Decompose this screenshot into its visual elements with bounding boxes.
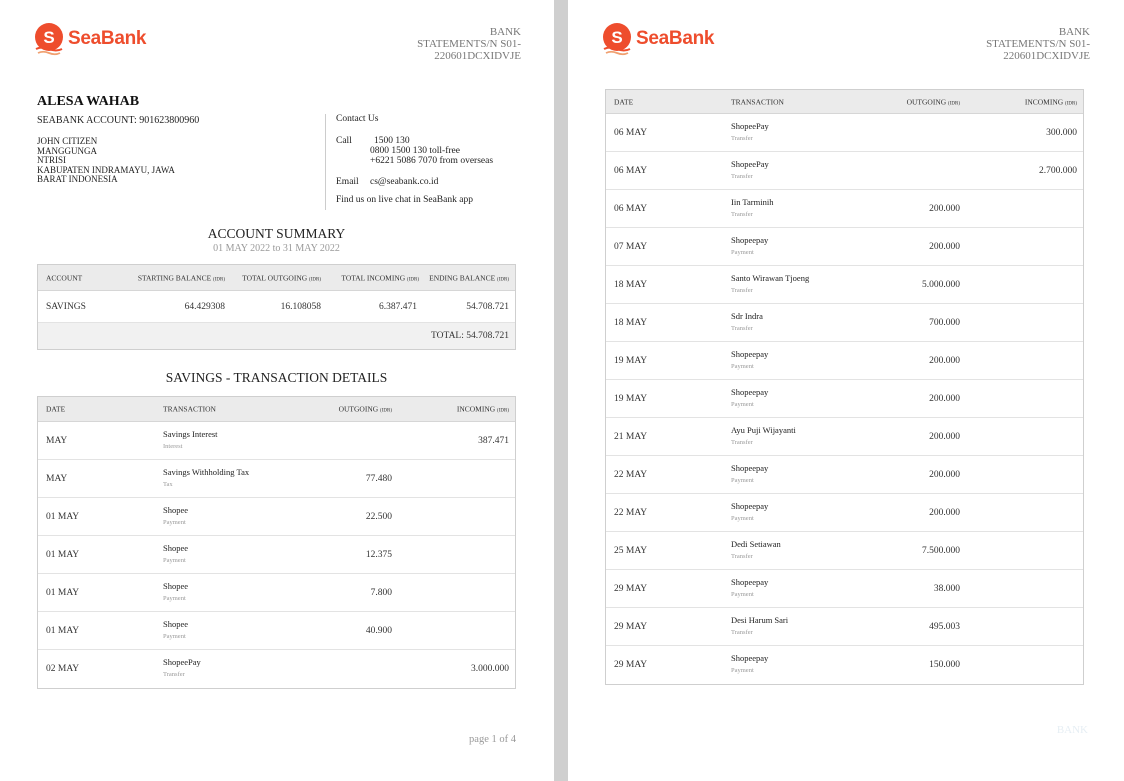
transaction-name: Shopeepay [731,577,769,587]
transaction-type: Payment [163,633,186,640]
transaction-name: Shopee [163,619,189,629]
call-numbers: 1500 130 0800 1500 130 toll-free +6221 5086 7070 from overseas [370,136,494,166]
transaction-name: Ayu Puji Wijayanti [731,425,796,435]
live-chat-text: Find us on live chat in SeaBank app [336,195,473,205]
transaction-date: 18 MAY [614,279,648,290]
transaction-row [38,498,515,536]
transaction-table-page-2 [605,89,1084,685]
transaction-row [606,152,1083,190]
transaction-type: Transfer [731,211,753,218]
page-gutter [554,0,568,781]
transaction-date: MAY [46,473,68,484]
outgoing-amount: 200.000 [929,203,960,214]
outgoing-amount: 700.000 [929,317,960,328]
transaction-row [38,574,515,612]
transaction-name: Santo Wirawan Tjoeng [731,273,810,283]
email-label: Email [336,177,359,187]
transaction-type: Payment [731,667,754,674]
transaction-type: Transfer [731,629,753,636]
transaction-row [606,418,1083,456]
account-number: SEABANK ACCOUNT: 901623800960 [37,115,200,126]
transaction-name: ShopeePay [731,159,769,169]
transaction-name: ShopeePay [163,657,201,667]
call-label: Call [336,136,352,146]
outgoing-amount: 150.000 [929,660,960,670]
seabank-logo-icon [33,22,65,56]
outgoing-amount: 200.000 [929,241,960,252]
transaction-header: DATE TRANSACTION OUTGOING (IDR) INCOMING (IDR) [38,397,515,422]
transaction-date: 01 MAY [46,625,80,636]
transaction-name: Iin Tarminih [731,197,774,207]
account-summary-table [37,264,516,350]
transaction-name: Savings Interest [163,429,218,439]
brand-name: SeaBank [636,28,715,49]
faded-page-text: BANK [1056,724,1088,736]
outgoing-amount: 200.000 [929,431,960,442]
transaction-name: Desi Harum Sari [731,615,789,625]
transaction-header: DATE TRANSACTION OUTGOING (IDR) INCOMING (IDR) [606,90,1083,114]
transaction-date: 06 MAY [614,127,648,138]
transaction-rows [38,422,515,688]
transaction-row [38,612,515,650]
outgoing-amount: 200.000 [929,507,960,518]
statement-page-2 [568,0,1124,781]
transaction-row [38,536,515,574]
transaction-row [606,532,1083,570]
transaction-row [606,190,1083,228]
transaction-type: Payment [163,557,186,564]
outgoing-amount: 12.375 [365,549,392,560]
transaction-row [606,570,1083,608]
transaction-type: Payment [731,477,754,484]
transaction-date: 01 MAY [46,511,80,522]
seabank-logo [601,22,714,56]
svg-text:S: S [611,28,623,47]
transaction-date: 22 MAY [614,507,648,518]
outgoing-amount: 77.480 [365,473,392,484]
transaction-row [606,342,1083,380]
outgoing-amount: 200.000 [929,393,960,404]
transaction-row [606,456,1083,494]
transaction-row [606,228,1083,266]
summary-row-savings: SAVINGS 64.429308 16.108058 6.387.471 54.708.721 [38,291,515,323]
transaction-date: 19 MAY [614,393,648,404]
transaction-name: Shopee [163,505,189,515]
transaction-type: Payment [731,591,754,598]
transaction-row [606,114,1083,152]
transaction-name: Sdr Indra [731,311,763,321]
transaction-name: ShopeePay [731,121,769,131]
transaction-table-page-1 [37,396,516,689]
summary-period: 01 MAY 2022 to 31 MAY 2022 [213,243,340,254]
transaction-name: Dedi Setiawan [731,539,781,549]
transaction-date: 07 MAY [614,241,648,252]
transaction-name: Shopeepay [731,501,769,511]
transaction-type: Payment [163,519,186,526]
outgoing-amount: 5.000.000 [922,279,960,290]
transaction-type: Payment [731,515,754,522]
customer-name: ALESA WAHAB [37,94,140,109]
transaction-type: Payment [731,363,754,370]
outgoing-amount: 495.003 [929,621,960,632]
transaction-type: Transfer [731,553,753,560]
transaction-type: Tax [163,481,173,488]
statement-page-1 [0,0,554,781]
transaction-name: Shopeepay [731,463,769,473]
page-number: page 1 of 4 [469,734,516,745]
outgoing-amount: 22.500 [365,511,392,522]
transaction-row [606,380,1083,418]
customer-address: JOHN CITIZEN MANGGUNGA NTRISI KABUPATEN INDRAMAYU, JAWA BARAT INDONESIA [37,136,175,184]
incoming-amount: 3.000.000 [471,664,509,674]
transaction-name: Shopeepay [731,349,769,359]
transaction-name: Shopeepay [731,653,769,663]
svg-text:S: S [43,28,55,47]
transaction-date: 06 MAY [614,203,648,214]
transaction-date: 29 MAY [614,583,648,594]
transaction-type: Payment [163,595,186,602]
transaction-type: Transfer [731,439,753,446]
transaction-row [606,646,1083,684]
seabank-logo [33,22,146,56]
transaction-type: Transfer [163,671,185,678]
contact-divider [325,114,326,210]
incoming-amount: 300.000 [1046,127,1077,138]
transaction-type: Payment [731,249,754,256]
outgoing-amount: 200.000 [929,355,960,366]
incoming-amount: 2.700.000 [1039,165,1077,176]
summary-total: TOTAL: 54.708.721 [38,323,515,349]
outgoing-amount: 40.900 [365,625,392,636]
transaction-name: Shopee [163,543,189,553]
transaction-rows [606,114,1083,684]
transaction-row [606,494,1083,532]
transaction-name: Savings Withholding Tax [163,467,250,477]
summary-header: ACCOUNT STARTING BALANCE (IDR) TOTAL OUTGOING (IDR) TOTAL INCOMING (IDR) ENDING BALANCE (IDR) [38,265,515,291]
incoming-amount: 387.471 [478,435,509,446]
brand-name: SeaBank [68,28,147,49]
transaction-date: 22 MAY [614,469,648,480]
transaction-type: Interest [163,443,183,450]
transaction-name: Shopeepay [731,387,769,397]
statement-number: BANK STATEMENTS/N S01- 220601DCXIDVJE [986,26,1090,62]
transaction-date: 21 MAY [614,431,648,442]
account-summary-title: ACCOUNT SUMMARY [207,226,346,241]
transaction-type: Payment [731,401,754,408]
transaction-date: 25 MAY [614,545,648,556]
transaction-row [606,608,1083,646]
transaction-details-title: SAVINGS - TRANSACTION DETAILS [165,370,388,385]
outgoing-amount: 7.500.000 [922,545,960,556]
email-link[interactable]: cs@seabank.co.id [370,177,439,187]
transaction-date: MAY [46,435,68,446]
transaction-type: Transfer [731,173,753,180]
transaction-row [606,266,1083,304]
transaction-row [606,304,1083,342]
outgoing-amount: 200.000 [929,469,960,480]
transaction-date: 02 MAY [46,664,80,674]
transaction-type: Transfer [731,325,753,332]
transaction-date: 01 MAY [46,587,80,598]
outgoing-amount: 38.000 [933,583,960,594]
seabank-logo-icon [601,22,633,56]
transaction-row [38,422,515,460]
transaction-date: 29 MAY [614,660,648,670]
transaction-date: 06 MAY [614,165,648,176]
transaction-type: Transfer [731,135,753,142]
transaction-date: 19 MAY [614,355,648,366]
transaction-date: 18 MAY [614,317,648,328]
transaction-row [38,650,515,688]
transaction-name: Shopeepay [731,235,769,245]
statement-number: BANK STATEMENTS/N S01- 220601DCXIDVJE [417,26,521,62]
contact-title: Contact Us [336,114,379,124]
transaction-date: 01 MAY [46,549,80,560]
outgoing-amount: 7.800 [370,587,392,598]
transaction-date: 29 MAY [614,621,648,632]
transaction-row [38,460,515,498]
transaction-name: Shopee [163,581,189,591]
transaction-type: Transfer [731,287,753,294]
